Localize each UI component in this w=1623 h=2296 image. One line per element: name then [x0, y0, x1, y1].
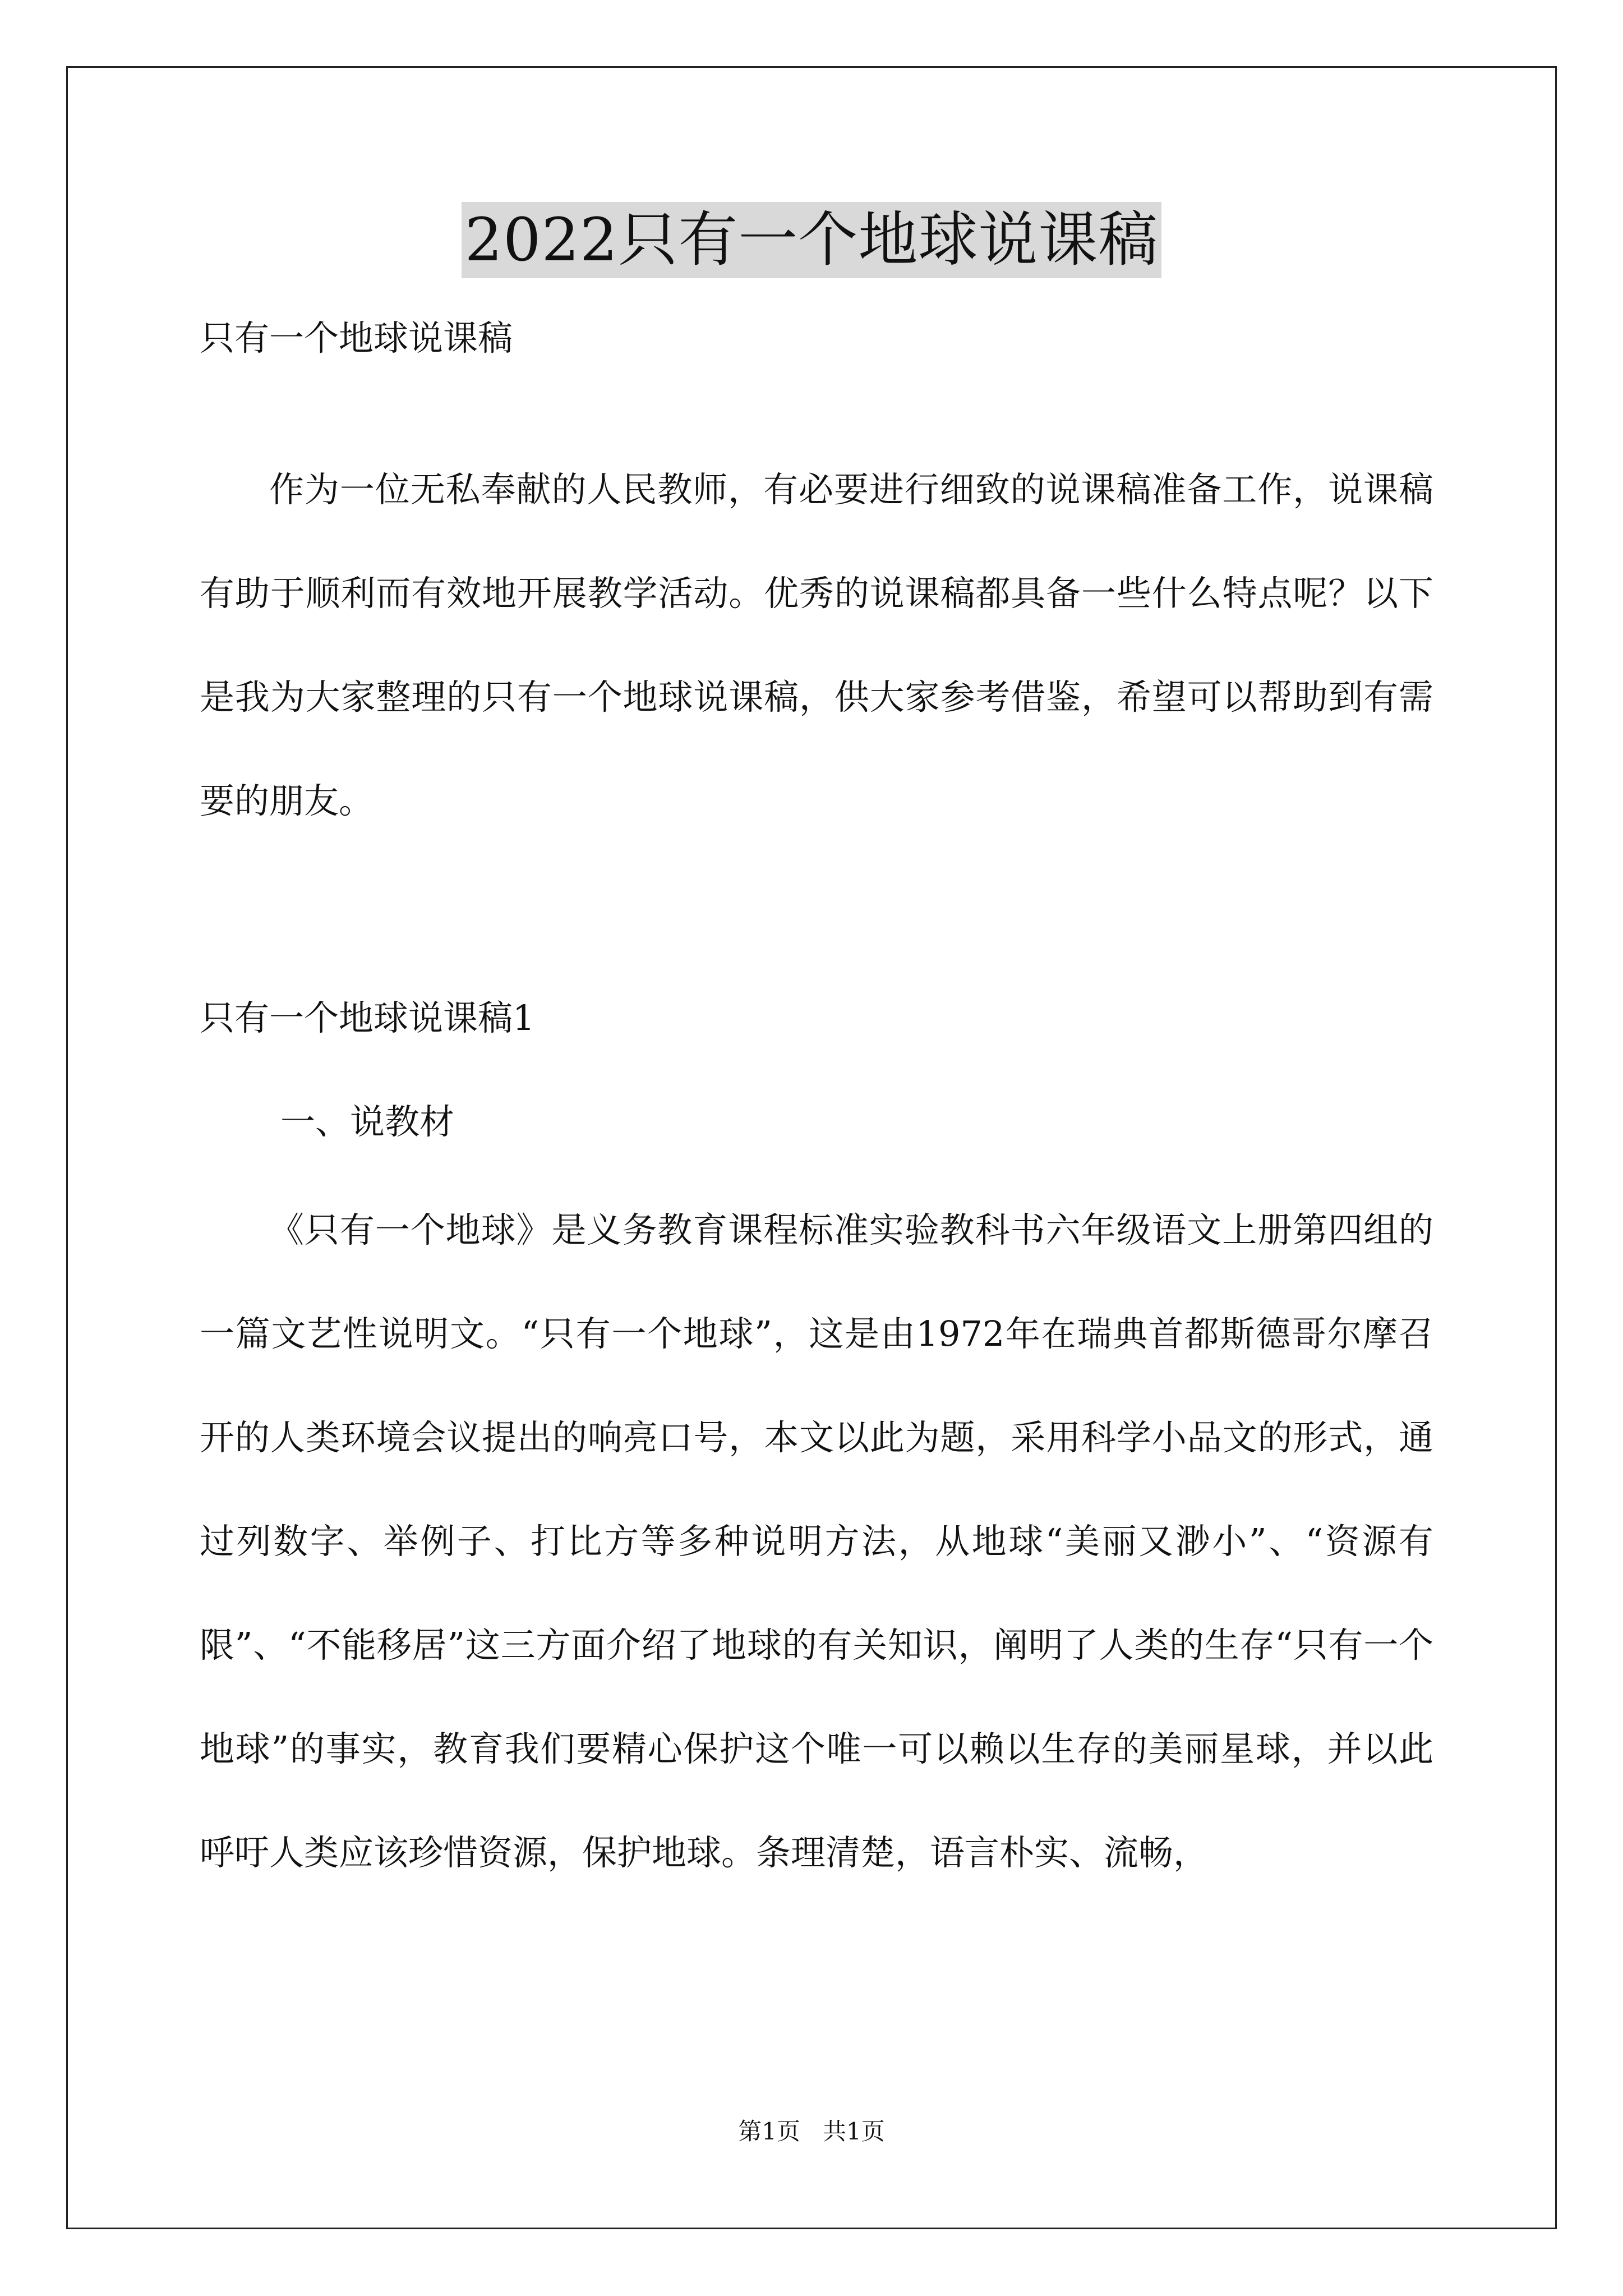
- body-paragraph: 《只有一个地球》是义务教育课程标准实验教科书六年级语文上册第四组的一篇文艺性说明文。“只有一个地球”，这是由1972年在瑞典首都斯德哥尔摩召开的人类环境会议提出的响亮口号，本文以此为题，采用科学小品文的形式，通过列数字、举例子、打比方等多种说明方法，从地球“美丽又渺小”、“资源有限”、“不能移居”这三方面介绍了地球的有关知识，阐明了人类的生存“只有一个地球”的事实，教育我们要精心保护这个唯一可以赖以生存的美丽星球，并以此呼吁人类应该珍惜资源，保护地球。条理清楚，语言朴实、流畅，: [200, 1209, 1433, 1873]
- page-footer: 第1页 共1页: [738, 2118, 885, 2145]
- section-title: 只有一个地球说课稿1: [200, 997, 535, 1038]
- intro-block: [200, 438, 1433, 853]
- document-subtitle: 只有一个地球说课稿: [200, 318, 513, 358]
- body-block: [200, 1178, 1433, 1904]
- subsection-title: 一、说教材: [280, 1101, 455, 1142]
- title-container: [0, 202, 1623, 278]
- document-title: 2022只有一个地球说课稿: [462, 202, 1162, 278]
- intro-paragraph: 作为一位无私奉献的人民教师，有必要进行细致的说课稿准备工作，说课稿有助于顺利而有效地开展教学活动。优秀的说课稿都具备一些什么特点呢？以下是我为大家整理的只有一个地球说课稿，供大家参考借鉴，希望可以帮助到有需要的朋友。: [200, 469, 1433, 821]
